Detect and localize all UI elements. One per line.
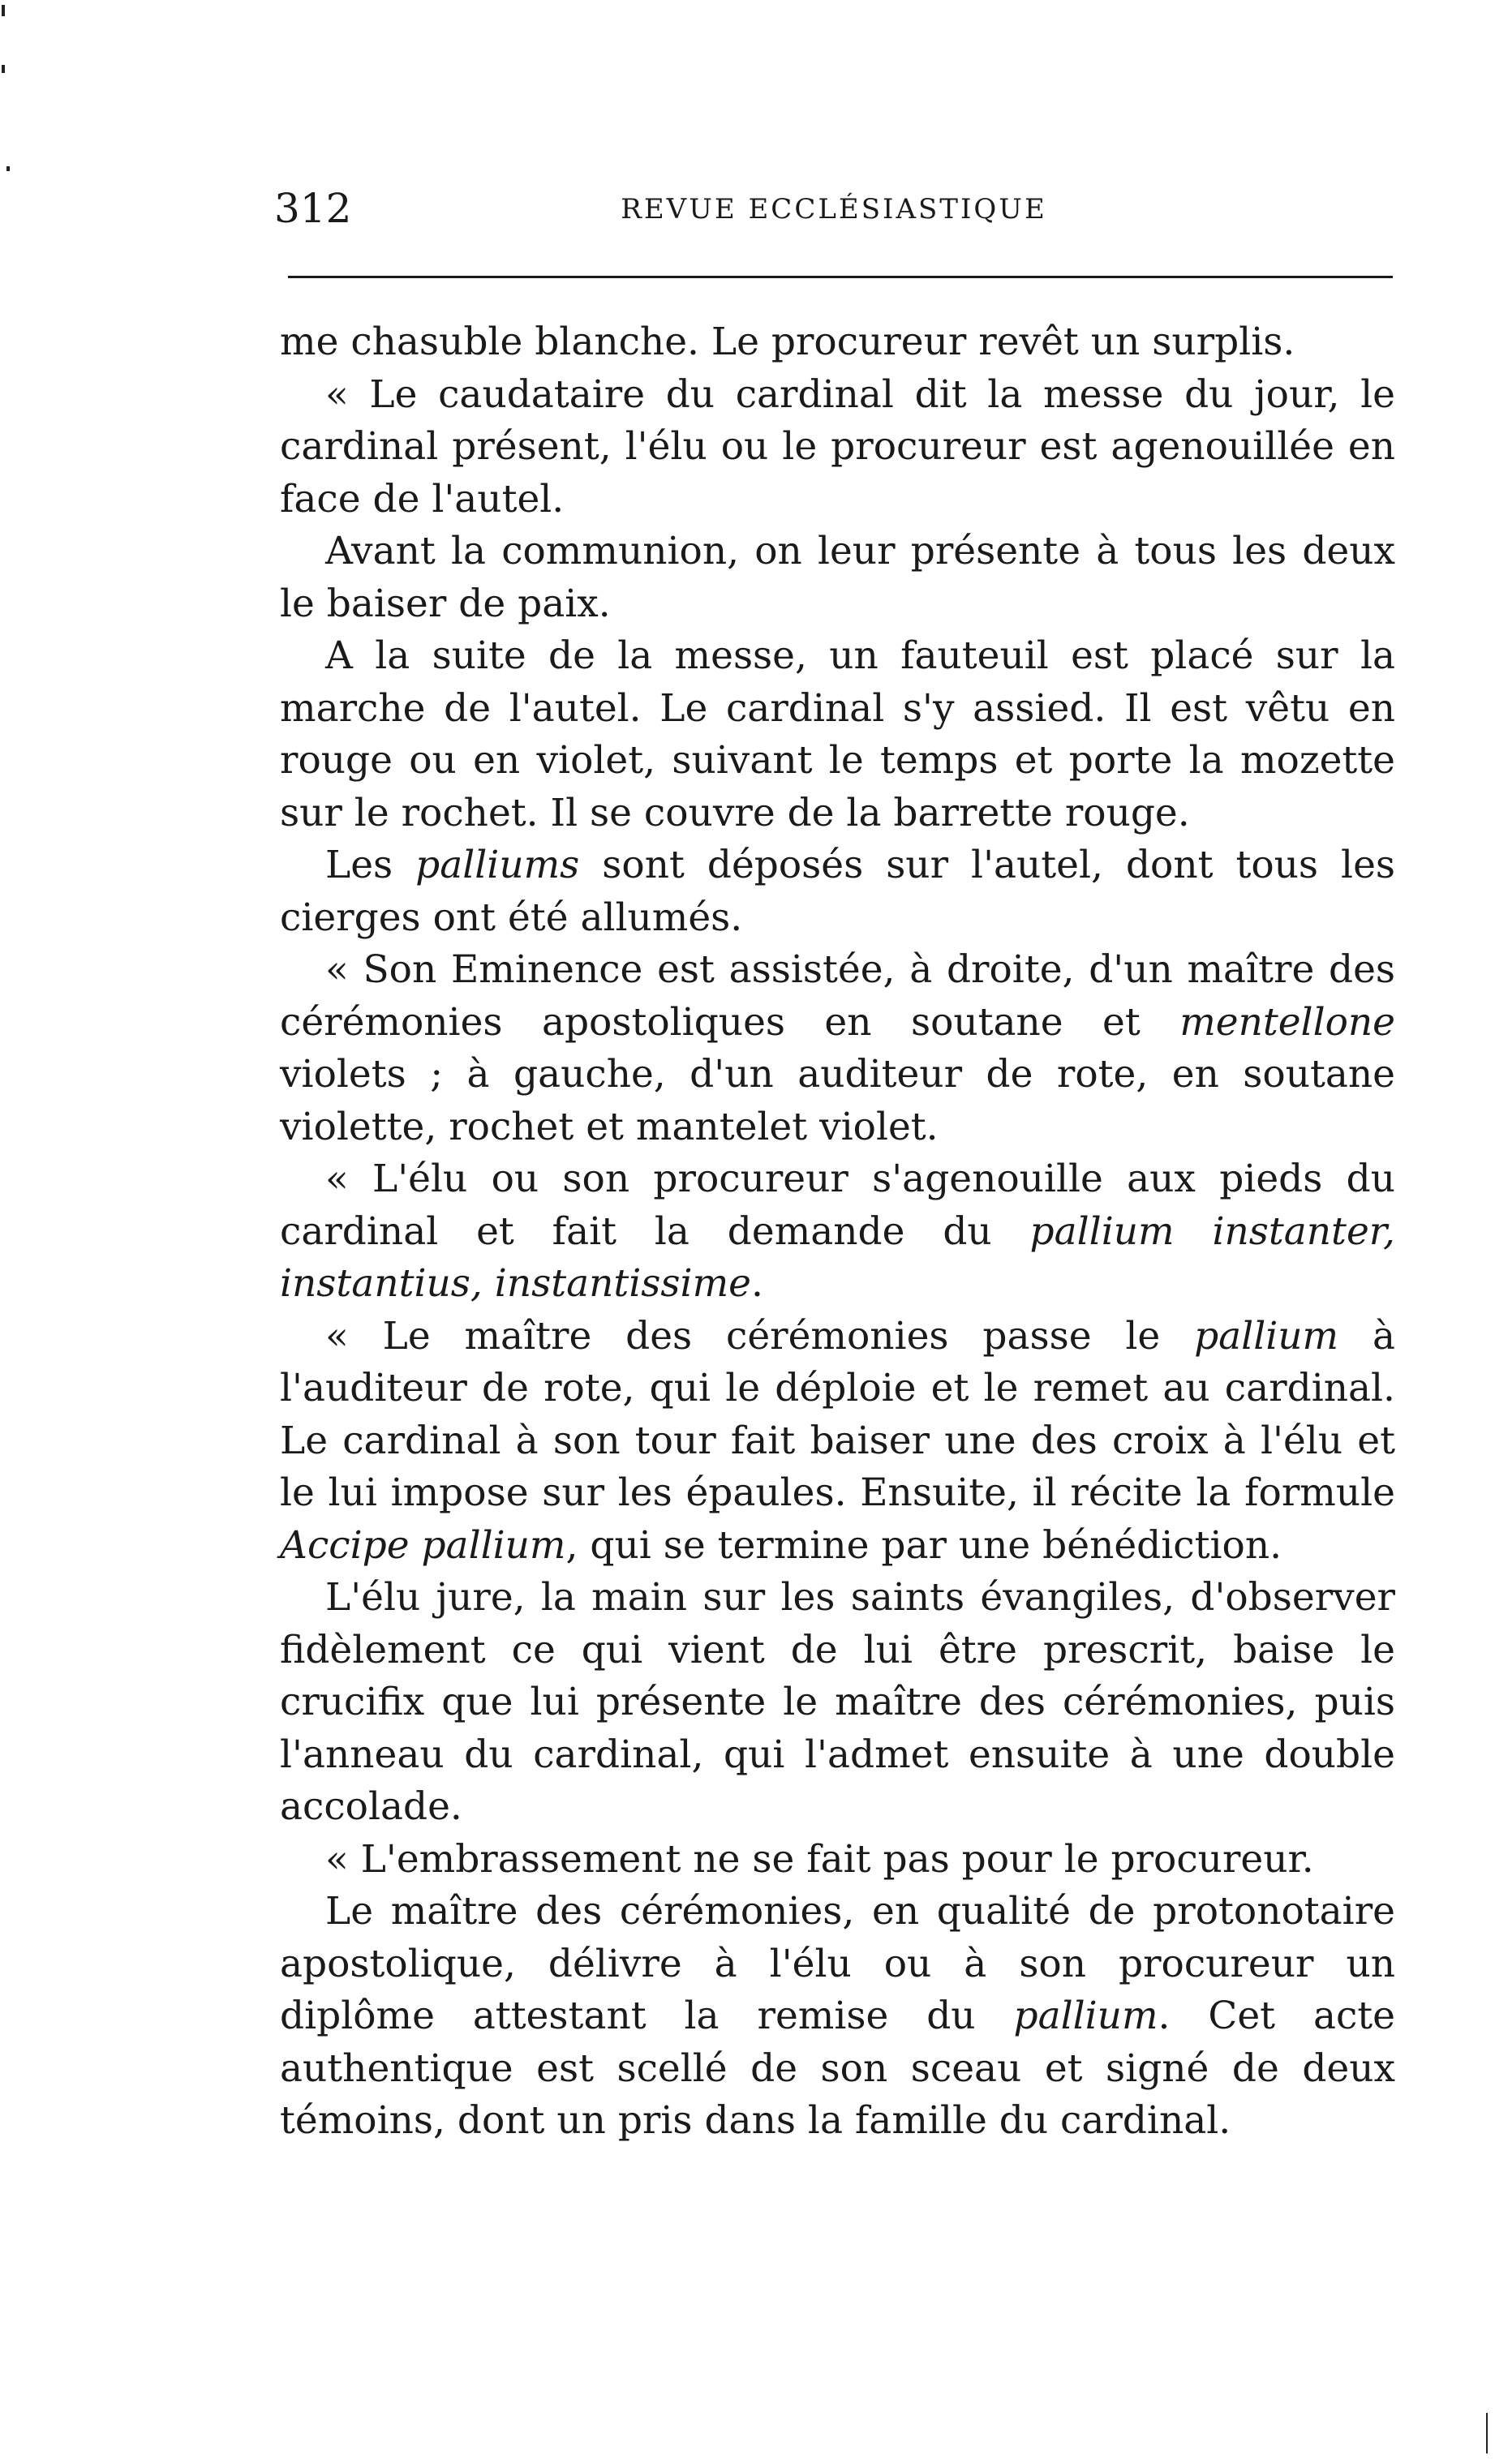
paragraph-text: « Le maître des cérémonies passe le	[325, 1313, 1195, 1359]
paragraph-text: « L'élu ou son procureur s'agenouille aux pieds du cardinal et fait la demande du	[280, 1157, 1395, 1254]
paragraph-text: sont déposés sur l'autel, dont tous les cierges ont été allumés.	[280, 843, 1395, 940]
paragraph	[280, 944, 1395, 1153]
paragraph-text: violets ; à gauche, d'un auditeur de rote, en soutane violette, rochet et mantelet violet.	[280, 1052, 1395, 1149]
italic-term: pallium	[1194, 1313, 1339, 1359]
paragraph: « L'embrassement ne se fait pas pour le procureur.	[325, 1836, 1314, 1882]
margin-mark	[2, 65, 5, 73]
paragraph: L'élu jure, la main sur les saints évangiles, d'observer fidèlement ce qui vient de lui être prescrit, baise le crucifix que lui présente le maître des cérémonies, puis l'anneau du cardinal, qui l'admet ensuite à une double accolade.	[280, 1575, 1395, 1829]
paragraph	[280, 1886, 1395, 2148]
header-rule	[288, 276, 1393, 278]
margin-mark	[1486, 2413, 1488, 2453]
paragraph-text: . Cet acte authentique est scellé de son sceau et signé de deux témoins, dont un pris dans la famille du cardinal.	[280, 1994, 1395, 2143]
italic-term: Accipe pallium	[280, 1522, 566, 1568]
paragraph	[280, 1311, 1395, 1573]
paragraph-text: « Son Eminence est assistée, à droite, d'un maître des cérémonies apostoliques en soutane et	[280, 947, 1395, 1045]
paragraph-text: à l'auditeur de rote, qui le déploie et le remet au cardinal. Le cardinal à son tour fait baiser une des croix à l'élu et le lui impose sur les épaules. Ensuite, il récite la formule	[280, 1313, 1395, 1515]
paragraph: me chasuble blanche. Le procureur revêt un surplis.	[280, 320, 1295, 364]
margin-mark	[2, 5, 5, 16]
paragraph	[280, 839, 1395, 944]
italic-term: pallium	[1013, 1994, 1158, 2038]
italic-term: pallium instanter, instantius, instantissime	[280, 1208, 1395, 1306]
paragraph: « Le caudataire du cardinal dit la messe du jour, le cardinal présent, l'élu ou le procureur est agenouillée en face de l'autel.	[280, 371, 1395, 522]
page-number: 312	[274, 185, 352, 232]
body-text	[280, 316, 1395, 2148]
paragraph: Avant la communion, on leur présente à tous les deux le baiser de paix.	[280, 529, 1395, 626]
margin-mark	[6, 166, 10, 171]
paragraph: A la suite de la messe, un fauteuil est placé sur la marche de l'autel. Le cardinal s'y assied. Il est vêtu en rouge ou en violet, suivant le temps et porte la mozette sur le rochet. Il se couvre de la barrette rouge.	[280, 633, 1395, 835]
paragraph	[280, 1153, 1395, 1311]
running-head	[274, 185, 1394, 242]
italic-term: mentellone	[1179, 999, 1395, 1045]
italic-term: palliums	[415, 843, 580, 887]
paragraph-text: Le maître des cérémonies, en qualité de protonotaire apostolique, délivre à l'élu ou à son procureur un diplôme attestant la remise du	[280, 1889, 1395, 2038]
paragraph-text: , qui se termine par une bénédiction.	[565, 1522, 1282, 1568]
paragraph-text: .	[750, 1261, 763, 1306]
paragraph-text: Les	[325, 843, 416, 887]
journal-title: REVUE ECCLÉSIASTIQUE	[621, 193, 1047, 225]
